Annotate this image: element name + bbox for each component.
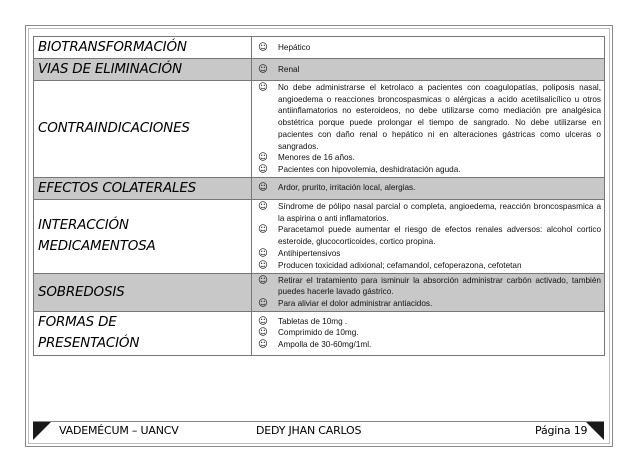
smiley-icon: ☺ <box>258 339 268 351</box>
bullet-list <box>252 315 604 352</box>
list-item-text: Comprimido de 10mg. <box>278 328 359 338</box>
smiley-icon: ☺ <box>258 247 268 259</box>
footer-author: DEDY JHAN CARLOS <box>256 424 362 437</box>
smiley-icon: ☺ <box>258 152 268 164</box>
row-content <box>252 177 605 199</box>
table-row <box>34 311 605 355</box>
row-label-line: EFECTOS COLATERALES <box>38 179 197 196</box>
smiley-icon: ☺ <box>258 298 268 310</box>
row-content <box>252 37 605 59</box>
list-item-text: Hepático <box>278 42 311 52</box>
smiley-icon: ☺ <box>258 224 268 236</box>
smiley-icon: ☺ <box>258 82 268 93</box>
smiley-icon: ☺ <box>258 41 268 53</box>
list-item-text: Producen toxicidad adixional; cefamandol, cefoperazona, cefotetan <box>278 260 522 270</box>
table-row <box>34 81 605 178</box>
list-item-text: Antihipertensivos <box>278 248 341 258</box>
row-label-line: VIAS DE ELIMINACIÓN <box>38 61 182 77</box>
smiley-icon: ☺ <box>258 163 268 175</box>
list-item <box>258 260 601 272</box>
list-item <box>258 82 601 152</box>
smiley-icon: ☺ <box>258 201 268 213</box>
footer-left-text: VADEMÉCUM – UANCV <box>59 424 179 437</box>
list-item <box>258 275 601 298</box>
smiley-icon: ☺ <box>258 63 268 75</box>
bullet-list <box>252 41 604 55</box>
row-label <box>34 37 252 59</box>
list-item <box>258 248 601 260</box>
bullet-list <box>252 274 604 311</box>
row-label-line: SOBREDOSIS <box>38 283 125 300</box>
bullet-list <box>252 63 604 77</box>
row-content <box>252 199 605 273</box>
list-item-text: No debe administrarse el ketrolaco a pacientes con coagulopatías, poliposis nasal, angioedema o reacciones broncospasmicas o alérgicas a acido acetilsalicílico u otros antiinflamatorios no esteroideos, no debe utilizarse como mediación pre analgésica obstétrica porque puede prolongar el tiempo de sangrado. No debe utilizarse en pacientes con daño renal o hepático ni en alteraciones gástricas como ulceras o sangrados. <box>278 83 601 151</box>
list-item <box>258 182 601 194</box>
list-item <box>258 164 601 176</box>
list-item <box>258 339 601 351</box>
row-content <box>252 59 605 81</box>
footer-right-triangle <box>586 422 604 440</box>
list-item-text: Menores de 16 años. <box>278 153 355 163</box>
list-item <box>258 152 601 164</box>
table-row <box>34 59 605 81</box>
smiley-icon: ☺ <box>258 182 268 194</box>
row-label-line: MEDICAMENTOSA <box>38 238 156 255</box>
row-label-line: FORMAS DE <box>38 314 117 331</box>
table-row <box>34 177 605 199</box>
footer-left-triangle <box>33 422 51 440</box>
footer-rule <box>33 421 604 422</box>
list-item <box>258 42 601 54</box>
table-row <box>34 199 605 273</box>
row-label-line: CONTRAINDICACIONES <box>38 120 190 137</box>
bullet-list <box>252 200 604 272</box>
row-label-line: INTERACCIÓN <box>38 217 129 234</box>
list-item <box>258 316 601 328</box>
list-item-text: Retirar el tratamiento para isminuir la absorción administrar carbón activado, también puedes hacerle lavado gástrico. <box>278 275 601 297</box>
row-content <box>252 81 605 178</box>
table-row <box>34 273 605 311</box>
list-item <box>258 201 601 224</box>
list-item <box>258 327 601 339</box>
list-item-text: Ardor, prurito, irritación local, alergias. <box>278 183 416 193</box>
list-item-text: Ampolla de 30-60mg/1ml. <box>278 340 372 350</box>
footer-page-number: Página 19 <box>535 424 588 437</box>
row-label-line: BIOTRANSFORMACIÓN <box>38 39 187 55</box>
row-label <box>34 273 252 311</box>
list-item-text: Paracetamol puede aumentar el riesgo de efectos renales adversos: alcohol cortico esteroide, glucocorticoides, cortico propina. <box>278 225 601 247</box>
smiley-icon: ☺ <box>258 259 268 271</box>
row-label <box>34 81 252 178</box>
list-item-text: Tabletas de 10mg . <box>278 316 348 326</box>
list-item-text: Renal <box>278 64 300 74</box>
smiley-icon: ☺ <box>258 274 268 286</box>
row-content <box>252 273 605 311</box>
row-label-line: PRESENTACIÓN <box>38 335 140 352</box>
bullet-list <box>252 181 604 195</box>
list-item <box>258 298 601 310</box>
row-content <box>252 311 605 355</box>
smiley-icon: ☺ <box>258 327 268 339</box>
smiley-icon: ☺ <box>258 315 268 327</box>
row-label <box>34 311 252 355</box>
bullet-list <box>252 81 604 177</box>
list-item <box>258 224 601 247</box>
list-item-text: Para aliviar el dolor administrar antiacidos. <box>278 299 433 309</box>
row-label <box>34 177 252 199</box>
monograph-table <box>33 36 605 356</box>
table-row <box>34 37 605 59</box>
row-label <box>34 59 252 81</box>
row-label <box>34 199 252 273</box>
list-item-text: Síndrome de pólipo nasal parcial o completa, angioedema, reacción broncospasmica a la aspirina o anti inflamatorios. <box>278 202 601 223</box>
list-item <box>258 64 601 76</box>
list-item-text: Pacientes con hipovolemia, deshidratación aguda. <box>278 164 461 174</box>
